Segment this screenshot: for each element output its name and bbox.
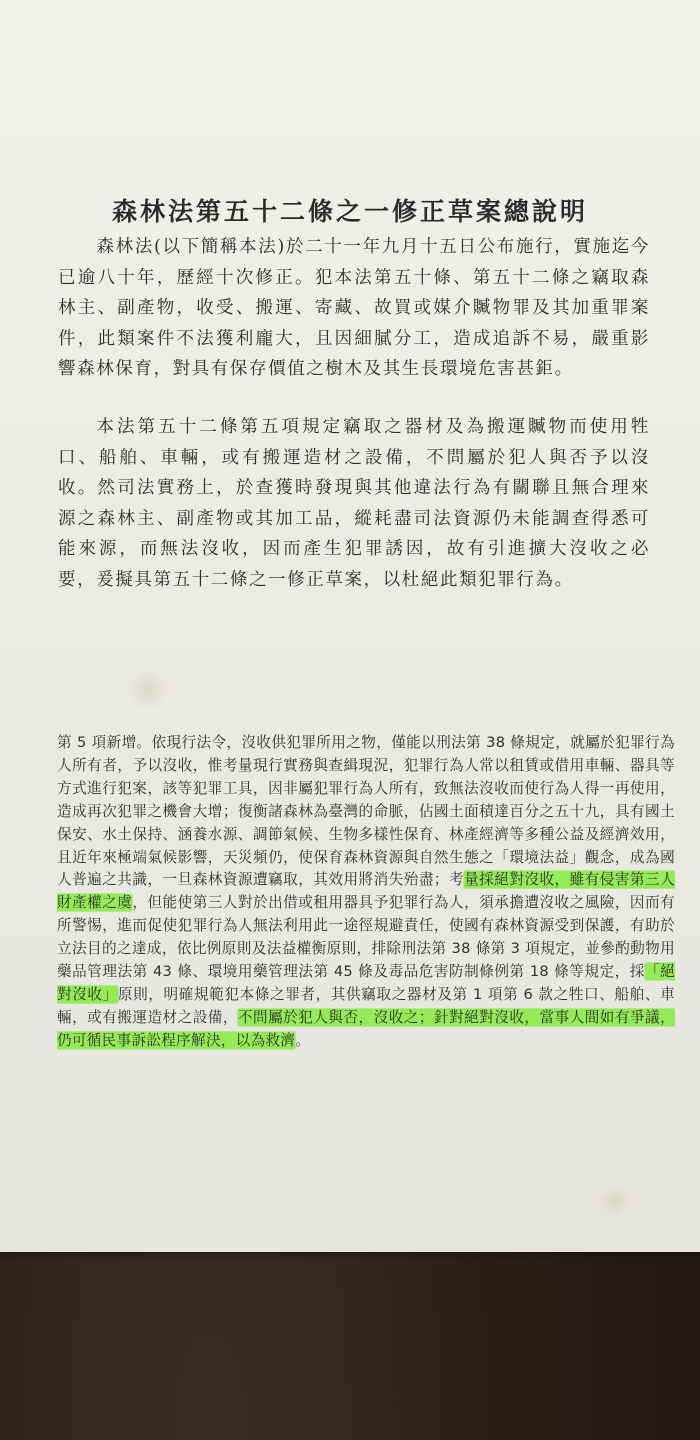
- highlighted-text: 雖有侵害第三人財產權之虞: [57, 871, 675, 912]
- highlighted-text: 量採絕對沒收，: [464, 871, 570, 889]
- summary-paragraph-2: 本法第五十二條第五項規定竊取之器材及為搬運贓物而使用牲口、船舶、車輛，或有搬運造材之設備，不問屬於犯人與否予以沒收。然司法實務上，於查獲時發現與其他違法行為有關聯且無合理來源之森林主、副產物或其加工品，縱耗盡司法資源仍未能調查得悉可能來源，而無法沒收，因而產生犯罪誘因，故有引進擴大沒收之必要，爰擬具第五十二條之一修正草案，以杜絕此類犯罪行為。: [58, 417, 650, 590]
- highlighted-text: 「絕對沒收」: [57, 963, 675, 1003]
- document-title: 森林法第五十二條之一修正草案總說明: [111, 197, 588, 226]
- paper-stain: [125, 672, 171, 708]
- explanation-text: 第 5 項新增。依現行法令，沒收供犯罪所用之物，僅能以刑法第 38 條規定，就屬於犯罪行為人所有者，予以沒收，惟考量現行實務與查緝現況，犯罪行為人常以租賃或借用車輛、器具等方式進行犯案，該等犯罪工具，因非屬犯罪行為人所有，致無法沒收而使行為人得一再使用，造成再次犯罪之機會大增；復衡諸森林為臺灣的命脈，佔國土面積達百分之五十九，具有國土保安、水土保持、涵養水源、調節氣候、生物多樣性保育、林產經濟等多種公益及經濟效用，且近年來極端氣候影響，天災頻仍，使保育森林資源與自然生態之「環境法益」觀念，成為國人普遍之共識，一旦森林資源遭竊取，其效用將消失殆盡；考: [57, 734, 675, 889]
- explanation-text: 。: [295, 1031, 311, 1049]
- summary-paragraph-1: 森林法(以下簡稱本法)於二十一年九月十五日公布施行，實施迄今已逾八十年，歷經十次修正。犯本法第五十條、第五十二條之竊取森林主、副產物，收受、搬運、寄藏、故買或媒介贓物罪及其加重罪案件，此類案件不法獲利龐大，且因細膩分工，造成追訴不易，嚴重影響森林保育，對具有保存價值之樹木及其生長環境危害甚鉅。: [58, 237, 650, 379]
- paper-stain: [598, 1186, 632, 1216]
- highlighted-text: 不問屬於犯人與否，沒收之；針對絕對沒收，當事人間如有爭議，仍可循民事訴訟程序解決，以為救濟: [57, 1008, 675, 1049]
- explanation-text: 原則，明確規範犯本條之罪者，其供竊取之器材及第 1 項第 6 款之牲口、船舶、車輛，或有搬運造材之設備，: [57, 985, 675, 1026]
- amendment-explanation: [57, 732, 675, 1053]
- explanation-text: ，但能使第三人對於出借或租用器具予犯罪行為人，須承擔遭沒收之風險，因而有所警惕，進而促使犯罪行為人無法利用此一途徑規避責任，使國有森林資源受到保護，有助於立法目的之達成，依比例原則及法益權衡原則，排除刑法第 38 條第 3 項規定，並參酌動物用藥品管理法第 43 條、環境用藥管理法第 45 條及毒品危害防制條例第 18 條等規定，採: [57, 894, 675, 981]
